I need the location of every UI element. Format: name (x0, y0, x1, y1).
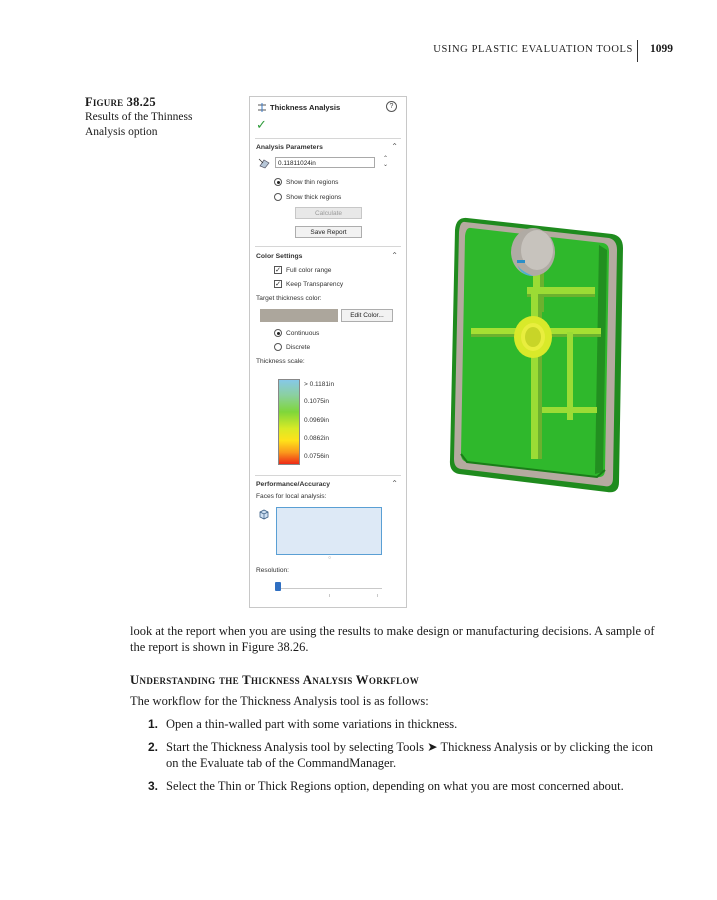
running-header-title: USING PLASTIC EVALUATION TOOLS (433, 44, 633, 55)
scale-value: > 0.1181in (304, 381, 335, 388)
radio-continuous[interactable] (274, 329, 282, 337)
figure-label: Figure 38.25 (85, 95, 156, 109)
list-item-text: Select the Thin or Thick Regions option, depending on what you are most concerned about. (166, 779, 624, 793)
section-intro: The workflow for the Thickness Analysis tool is as follows: (130, 694, 429, 708)
chevron-up-icon[interactable]: ⌃ (391, 479, 398, 488)
running-header (0, 40, 717, 62)
panel-title (257, 103, 340, 112)
scale-value: 0.0862in (304, 435, 329, 442)
radio-show-thin[interactable] (274, 178, 282, 186)
page-number: 1099 (650, 43, 673, 55)
resolution-slider-track[interactable] (276, 588, 382, 589)
label-show-thin: Show thin regions (286, 179, 339, 186)
resize-handle-icon[interactable]: ○ (328, 555, 332, 561)
divider (255, 475, 401, 476)
section-header-analysis-parameters[interactable]: Analysis Parameters (256, 144, 323, 151)
figure-caption-text: Results of the Thinness Analysis option (85, 111, 193, 138)
label-faces-local-analysis: Faces for local analysis: (256, 493, 327, 500)
section-heading: Understanding the Thickness Analysis Workflow (130, 673, 419, 687)
chevron-up-icon[interactable]: ⌃ (391, 251, 398, 260)
save-report-button[interactable]: Save Report (295, 226, 362, 238)
checkbox-full-color-range[interactable]: ✓ (275, 267, 281, 274)
list-item-text: Open a thin-walled part with some variations in thickness. (166, 717, 458, 731)
section-header-performance[interactable]: Performance/Accuracy (256, 481, 331, 488)
thickness-analysis-icon (257, 103, 267, 112)
face-selection-icon (258, 509, 269, 520)
label-resolution: Resolution: (256, 567, 289, 574)
radio-show-thick[interactable] (274, 193, 282, 201)
slider-tick (377, 594, 378, 597)
calculate-button[interactable]: Calculate (295, 207, 362, 219)
resolution-slider-thumb[interactable] (275, 582, 281, 591)
target-color-swatch (260, 309, 338, 322)
section-header-color-settings[interactable]: Color Settings (256, 253, 303, 260)
checkbox-keep-transparency[interactable]: ✓ (275, 281, 281, 288)
thickness-input[interactable]: 0.11811024in (275, 157, 375, 168)
label-thickness-scale: Thickness scale: (256, 358, 305, 365)
list-item (148, 778, 663, 794)
list-item-text: Start the Thickness Analysis tool by selecting Tools ➤ Thickness Analysis or by clicking the icon on the Evaluate tab of the CommandManager. (166, 740, 653, 770)
thickness-analysis-panel (249, 96, 407, 608)
label-discrete: Discrete (286, 344, 311, 351)
scale-value: 0.0756in (304, 453, 329, 460)
label-full-color-range: Full color range (286, 267, 332, 274)
thickness-gauge-icon (258, 157, 271, 169)
list-item-number: 1. (148, 717, 159, 731)
list-item-number: 2. (148, 740, 159, 754)
label-show-thick: Show thick regions (286, 194, 342, 201)
list-item (148, 739, 663, 771)
label-keep-transparency: Keep Transparency (286, 281, 344, 288)
thickness-spinner[interactable]: ⌃ ⌄ (383, 156, 389, 168)
scale-value: 0.0969in (304, 417, 329, 424)
divider (255, 246, 401, 247)
edit-color-button[interactable]: Edit Color... (341, 309, 393, 322)
chevron-up-icon[interactable]: ⌃ (391, 142, 398, 151)
panel-title-text: Thickness Analysis (270, 103, 341, 112)
intro-paragraph: look at the report when you are using the results to make design or manufacturing decisions. A sample of the report is shown in Figure 38.26. (130, 624, 655, 654)
label-continuous: Continuous (286, 330, 320, 337)
thickness-color-scale (278, 379, 300, 465)
list-item (148, 716, 663, 732)
scale-value: 0.1075in (304, 398, 329, 405)
radio-discrete[interactable] (274, 343, 282, 351)
thickness-analysis-part-image (447, 212, 627, 498)
list-item-number: 3. (148, 779, 159, 793)
faces-selection-box[interactable] (276, 507, 382, 555)
help-circle-icon[interactable]: ? (386, 101, 397, 112)
slider-tick (329, 594, 330, 597)
divider (255, 138, 401, 139)
header-divider (637, 40, 638, 62)
figure-caption (85, 95, 215, 140)
green-check-icon[interactable]: ✓ (256, 117, 267, 132)
label-target-thickness-color: Target thickness color: (256, 295, 322, 302)
